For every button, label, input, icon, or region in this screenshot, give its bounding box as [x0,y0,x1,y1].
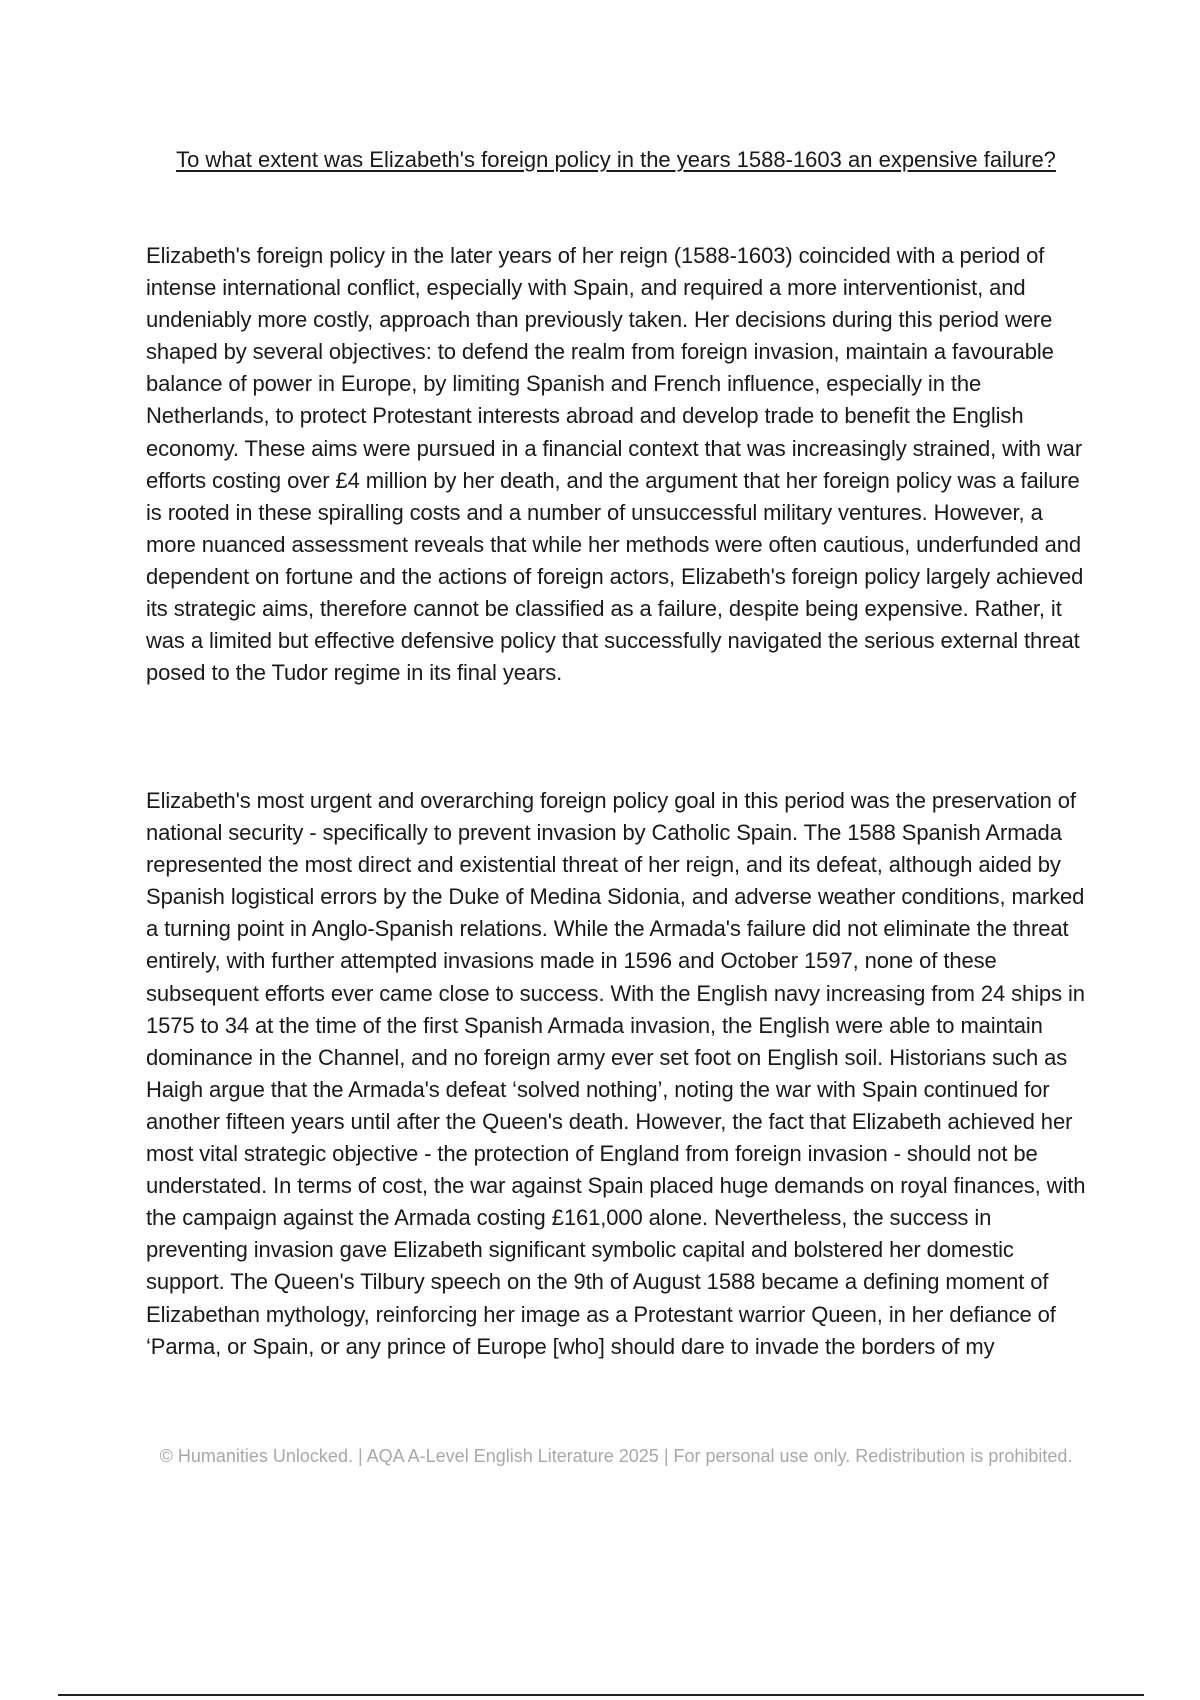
essay-title: To what extent was Elizabeth's foreign policy in the years 1588-1603 an expensive failure? [176,147,1056,172]
paragraph-national-security: Elizabeth's most urgent and overarching foreign policy goal in this period was the preservation of national security - specifically to prevent invasion by Catholic Spain. The 1588 Spanish Armada represented the most direct and existential threat of her reign, and its defeat, although aided by Spanish logistical errors by the Duke of Medina Sidonia, and adverse weather conditions, marked a turning point in Anglo-Spanish relations. While the Armada's failure did not eliminate the threat entirely, with further attempted invasions made in 1596 and October 1597, none of these subsequent efforts ever came close to success. With the English navy increasing from 24 ships in 1575 to 34 at the time of the first Spanish Armada invasion, the English were able to maintain dominance in the Channel, and no foreign army ever set foot on English soil. Historians such as Haigh argue that the Armada's defeat ‘solved nothing’, noting the war with Spain continued for another fifteen years until after the Queen's death. However, the fact that Elizabeth achieved her most vital strategic objective - the protection of England from foreign invasion - should not be understated. In terms of cost, the war against Spain placed huge demands on royal finances, with the campaign against the Armada costing £161,000 alone. Nevertheless, the success in preventing invasion gave Elizabeth significant symbolic capital and bolstered her domestic support. The Queen's Tilbury speech on the 9th of August 1588 became a defining moment of Elizabethan mythology, reinforcing her image as a Protestant warrior Queen, in her defiance of ‘Parma, or Spain, or any prince of Europe [who] should dare to invade the borders of my [146,788,1086,1359]
page-bottom-divider [58,1694,1144,1696]
copyright-footer: © Humanities Unlocked. | AQA A-Level English Literature 2025 | For personal use only. Redistribution is prohibited. [159,1446,1073,1466]
paragraph-introduction: Elizabeth's foreign policy in the later years of her reign (1588-1603) coincided with a period of intense international conflict, especially with Spain, and required a more interventionist, and undeniably more costly, approach than previously taken. Her decisions during this period were shaped by several objectives: to defend the realm from foreign invasion, maintain a favourable balance of power in Europe, by limiting Spanish and French influence, especially in the Netherlands, to protect Protestant interests abroad and develop trade to benefit the English economy. These aims were pursued in a financial context that was increasingly strained, with war efforts costing over £4 million by her death, and the argument that her foreign policy was a failure is rooted in these spiralling costs and a number of unsuccessful military ventures. However, a more nuanced assessment reveals that while her methods were often cautious, underfunded and dependent on fortune and the actions of foreign actors, Elizabeth's foreign policy largely achieved its strategic aims, therefore cannot be classified as a failure, despite being expensive. Rather, it was a limited but effective defensive policy that successfully navigated the serious external threat posed to the Tudor regime in its final years. [146,243,1084,686]
